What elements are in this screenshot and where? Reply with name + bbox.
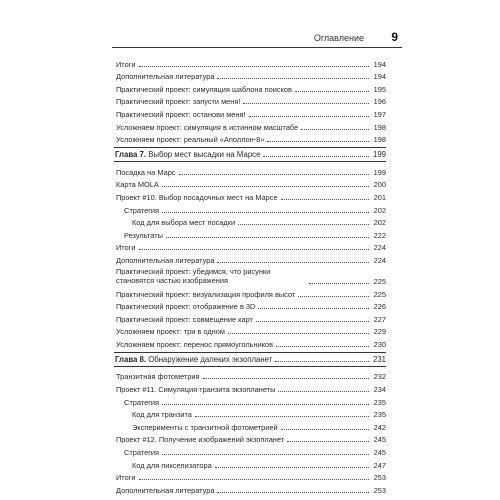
toc-entry	[114, 56, 386, 69]
toc-entry	[114, 227, 386, 240]
toc-entry-title: Практический проект: визуализация профиля высот	[116, 289, 296, 299]
toc-page-number: 229	[373, 327, 386, 337]
toc-entry-title: Усложняем проект: перенос прямоугольников	[116, 339, 274, 349]
running-title: Оглавление	[313, 33, 364, 43]
toc-entry	[114, 407, 386, 420]
toc-page-number: 245	[373, 448, 386, 458]
toc-page-number: 225	[373, 289, 386, 299]
toc-entry	[114, 189, 386, 202]
toc-entry-title: Дополнительная литература	[116, 255, 215, 265]
toc-entry-title: Итоги	[116, 473, 136, 483]
toc-entry-title: Практический проект: симуляция шаблона поисков	[116, 84, 292, 94]
toc-entry	[114, 69, 386, 82]
dot-leader	[139, 478, 369, 480]
toc-page-number: 245	[373, 435, 386, 445]
dot-leader	[166, 236, 369, 238]
toc-entry	[114, 106, 386, 119]
toc-entry-title: Проект #10. Выбор посадочных мест на Марсе	[116, 192, 278, 202]
dot-leader	[162, 185, 369, 187]
dot-leader	[215, 466, 369, 468]
toc-entry	[114, 119, 386, 132]
dot-leader	[139, 65, 369, 67]
dot-leader	[298, 295, 369, 297]
dot-leader	[281, 198, 369, 200]
dot-leader	[256, 320, 369, 322]
dot-leader	[267, 140, 369, 142]
toc-page-number: 194	[373, 72, 386, 82]
toc-entry	[114, 419, 386, 432]
toc-entry	[114, 444, 386, 457]
toc-page-number: 194	[373, 59, 386, 69]
toc-entry-title: Результаты	[124, 230, 163, 240]
dot-leader	[281, 428, 369, 430]
toc-entry-title: Итоги	[116, 243, 136, 253]
toc-entry-title: Усложняем проект: три в одном	[116, 327, 225, 337]
dot-leader	[139, 248, 369, 250]
toc-entry-title: Код для транзита	[132, 410, 192, 420]
dot-leader	[287, 440, 369, 442]
toc-page-number: 230	[373, 339, 386, 349]
toc-page-number: 199	[372, 150, 386, 160]
toc-entry	[114, 240, 386, 253]
toc-entry	[114, 432, 386, 445]
toc-page-number: 231	[372, 354, 386, 364]
toc-page-number: 195	[373, 84, 386, 94]
toc-entry-title: Посадка на Марс	[116, 167, 176, 177]
toc-page-number: 253	[373, 485, 386, 495]
toc-chapter-text: Обнаружение далеких экзопланет	[148, 354, 273, 364]
toc-entry	[114, 132, 386, 145]
toc-entry	[114, 164, 386, 177]
toc-entry-title: Практический проект: отображение в 3D	[116, 302, 256, 312]
toc-page-number: 202	[373, 218, 386, 228]
table-of-contents	[114, 56, 386, 495]
toc-page-number: 222	[373, 230, 386, 240]
toc-entry-title: Практический проект: совмещение карт	[116, 314, 253, 324]
toc-page-number: 224	[373, 243, 386, 253]
toc-entry-title: Стратегия	[124, 397, 160, 407]
toc-entry-title: Дополнительная литература	[116, 72, 215, 82]
dot-leader	[195, 415, 369, 417]
toc-page-number: 202	[373, 205, 386, 215]
toc-entry-title: Код для выбора мест посадки	[132, 218, 236, 228]
dot-leader	[258, 307, 369, 309]
toc-entry-title: Практический проект: убедимся, что рисунки становятся частью изображения	[116, 266, 271, 286]
toc-entry	[114, 482, 386, 495]
dot-leader	[249, 115, 369, 117]
toc-entry-title: Проект #12. Получение изображений экзопланет	[116, 435, 285, 445]
toc-entry	[114, 252, 386, 265]
dot-leader	[162, 403, 369, 405]
page-number: 9	[391, 30, 398, 44]
toc-chapter-heading	[114, 147, 386, 162]
dot-leader	[238, 223, 369, 225]
toc-entry	[114, 299, 386, 312]
toc-entry	[114, 177, 386, 190]
toc-entry	[114, 286, 386, 299]
dot-leader	[217, 491, 369, 493]
dot-leader	[276, 345, 369, 347]
dot-leader	[179, 173, 369, 175]
toc-entry-title: Эксперименты с транзитной фотометрией	[132, 422, 278, 432]
toc-chapter-title	[114, 355, 272, 364]
toc-page-number: 201	[373, 192, 386, 202]
toc-entry	[114, 457, 386, 470]
dot-leader	[263, 152, 369, 157]
dot-leader	[295, 90, 369, 92]
toc-entry-title: Усложняем проект: симуляция в истинном масштабе	[116, 122, 299, 132]
toc-chapter-text: Выбор мест высадки на Марсе	[148, 150, 261, 160]
toc-entry-title: Стратегия	[124, 205, 160, 215]
toc-entry-title: Проект #11. Симуляция транзита экзопланеты	[116, 385, 276, 395]
toc-chapter-title	[114, 150, 260, 159]
toc-page-number: 200	[373, 180, 386, 190]
toc-entry-title: Код для пикселизатора	[132, 460, 212, 470]
toc-page-number: 235	[373, 397, 386, 407]
toc-entry	[114, 470, 386, 483]
toc-chapter-label: Глава 8.	[115, 354, 147, 364]
toc-page-number: 242	[373, 422, 386, 432]
toc-entry-title: Дополнительная литература	[116, 485, 215, 495]
toc-page-number: 235	[373, 410, 386, 420]
dot-leader	[278, 390, 369, 392]
toc-page-number: 198	[373, 135, 386, 145]
dot-leader	[309, 282, 369, 284]
toc-entry-title: Практический проект: останови меня!	[116, 109, 246, 119]
toc-entry	[114, 215, 386, 228]
running-header	[112, 30, 402, 48]
dot-leader	[217, 77, 369, 79]
dot-leader	[217, 261, 369, 263]
toc-page-number: 198	[373, 122, 386, 132]
toc-page-number: 247	[373, 460, 386, 470]
dot-leader	[243, 102, 369, 104]
toc-page-number: 232	[373, 372, 386, 382]
toc-page-number: 225	[373, 276, 386, 286]
dot-leader	[301, 128, 369, 130]
dot-leader	[162, 211, 369, 213]
toc-entry	[114, 202, 386, 215]
toc-chapter-label: Глава 7.	[115, 150, 147, 160]
toc-entry	[114, 94, 386, 107]
dot-leader	[228, 332, 369, 334]
toc-entry	[114, 265, 386, 286]
toc-entry-title: Стратегия	[124, 448, 160, 458]
toc-entry	[114, 311, 386, 324]
toc-page-number: 226	[373, 302, 386, 312]
toc-entry-title: Итоги	[116, 59, 136, 69]
toc-entry	[114, 381, 386, 394]
toc-page-number: 199	[373, 167, 386, 177]
toc-entry-title: Усложняем проект: реальный «Аполлон-8»	[116, 135, 265, 145]
dot-leader	[275, 357, 369, 362]
dot-leader	[203, 377, 369, 379]
toc-entry	[114, 324, 386, 337]
toc-entry-title: Транзитная фотометрия	[116, 372, 200, 382]
toc-entry-title: Практический проект: запусти меня!	[116, 97, 241, 107]
toc-page-number: 227	[373, 314, 386, 324]
toc-entry-title: Карта MOLA	[116, 180, 159, 190]
toc-page-number: 224	[373, 255, 386, 265]
toc-page-number: 234	[373, 385, 386, 395]
toc-entry	[114, 394, 386, 407]
toc-page-number: 197	[373, 109, 386, 119]
toc-entry	[114, 336, 386, 349]
toc-chapter-heading	[114, 352, 386, 367]
toc-page-number: 196	[373, 97, 386, 107]
toc-entry	[114, 369, 386, 382]
toc-entry	[114, 81, 386, 94]
toc-page-number: 253	[373, 473, 386, 483]
dot-leader	[162, 453, 369, 455]
